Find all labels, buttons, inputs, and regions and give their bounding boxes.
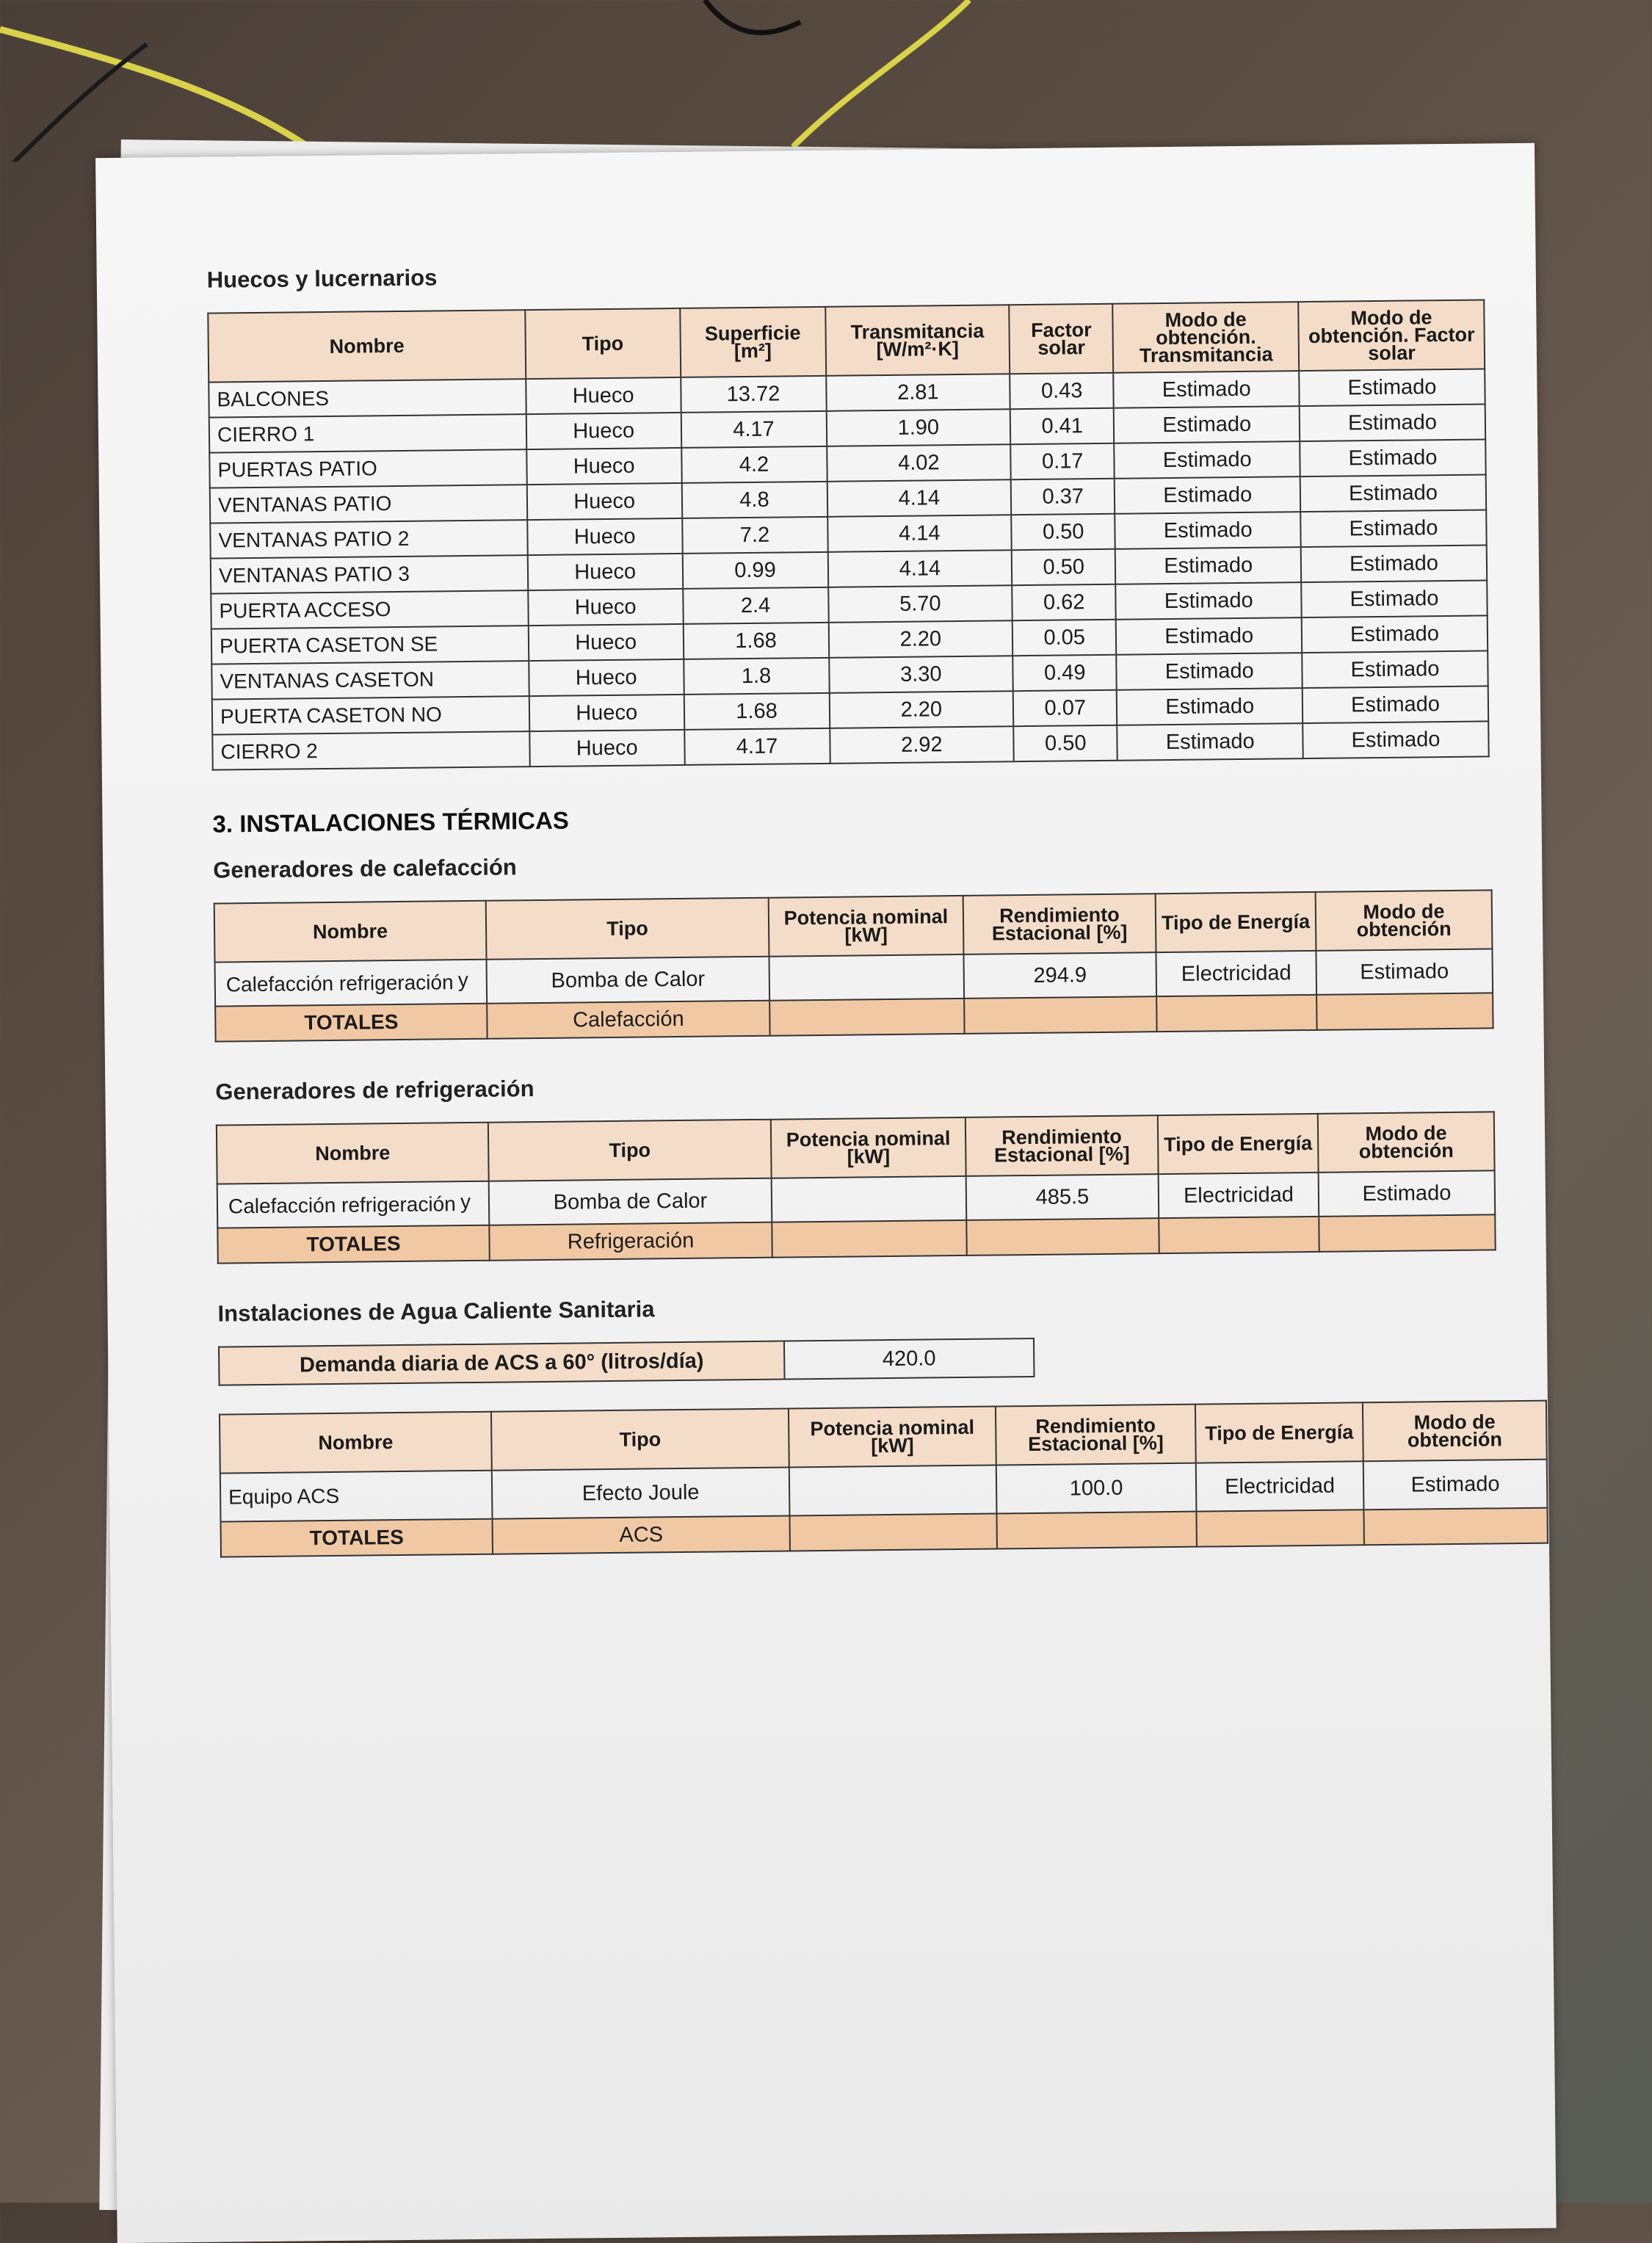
table-cell: 2.20 — [828, 620, 1012, 658]
table-cell: PUERTA CASETON SE — [211, 626, 529, 664]
table-cell: Estimado — [1115, 441, 1300, 479]
table-cell: Hueco — [528, 554, 683, 590]
table-cell: Hueco — [527, 483, 682, 520]
column-header: Potencia nominal [kW] — [769, 896, 964, 957]
column-header: Modo de obtención — [1318, 1112, 1495, 1173]
table-cell: Estimado — [1302, 615, 1488, 653]
table-cell: Estimado — [1302, 651, 1488, 688]
huecos-header-row — [208, 300, 1485, 382]
table-cell: Hueco — [529, 695, 684, 731]
totals-label: TOTALES — [217, 1225, 489, 1264]
table-cell-rendimiento: 100.0 — [996, 1463, 1197, 1514]
column-header: Rendimiento Estacional [%] — [966, 1115, 1159, 1176]
table-cell: BALCONES — [209, 379, 526, 418]
table-cell: Estimado — [1301, 545, 1487, 582]
totals-tipo: Refrigeración — [489, 1222, 772, 1261]
table-cell-name: Equipo ACS — [220, 1471, 493, 1522]
acs-demand-value: 420.0 — [784, 1338, 1035, 1380]
table-cell: 4.14 — [827, 479, 1011, 517]
table-cell: 0.50 — [1012, 549, 1116, 585]
table-cell: Estimado — [1300, 474, 1486, 512]
acs-demand-table — [218, 1338, 1035, 1386]
table-cell-potencia — [772, 1176, 967, 1222]
column-header: Modo de obtención — [1316, 890, 1493, 951]
background-cables — [0, 0, 1652, 162]
refrigeracion-title: Generadores de refrigeración — [215, 1076, 535, 1105]
table-cell: 4.8 — [681, 482, 827, 518]
table-cell: Estimado — [1114, 406, 1300, 443]
table-cell: PUERTA CASETON NO — [212, 696, 529, 735]
table-cell: 4.17 — [681, 411, 827, 448]
totals-cell — [1316, 993, 1493, 1030]
document-content — [206, 253, 1503, 1557]
table-cell: Estimado — [1303, 721, 1488, 758]
table-cell: Hueco — [528, 589, 683, 626]
acs-demand-label: Demanda diaria de ACS a 60° (litros/día) — [219, 1341, 785, 1385]
table-cell: 4.14 — [827, 515, 1012, 552]
table-cell: Hueco — [526, 448, 681, 485]
table-cell-energia: Electricidad — [1159, 1173, 1319, 1218]
refrigeracion-table — [216, 1111, 1496, 1264]
table-cell: Estimado — [1117, 723, 1303, 761]
conjunction: y — [460, 1189, 471, 1214]
table-cell: Hueco — [526, 413, 681, 449]
table-cell-rendimiento: 294.9 — [963, 952, 1156, 999]
huecos-body — [209, 369, 1488, 769]
table-cell: 0.49 — [1012, 655, 1117, 691]
table-cell: 0.62 — [1012, 584, 1116, 620]
table-cell: Hueco — [527, 518, 682, 555]
table-cell: PUERTAS PATIO — [209, 449, 526, 488]
table-cell: 4.14 — [827, 550, 1012, 587]
document-page — [95, 143, 1557, 2243]
table-cell: 13.72 — [681, 376, 827, 413]
totals-tipo: Calefacción — [487, 1001, 769, 1039]
table-cell: 0.07 — [1013, 690, 1117, 726]
table-cell: VENTANAS PATIO 3 — [211, 555, 528, 594]
table-cell-tipo: Efecto Joule — [492, 1467, 790, 1518]
column-header: Rendimiento Estacional [%] — [963, 894, 1156, 954]
table-cell: Estimado — [1116, 617, 1302, 655]
table-cell: Estimado — [1303, 686, 1488, 723]
column-header: Tipo de Energía — [1158, 1114, 1319, 1174]
column-header: Rendimiento Estacional [%] — [996, 1405, 1196, 1465]
table-cell: 4.17 — [684, 728, 830, 765]
table-cell: Estimado — [1115, 512, 1301, 549]
table-cell: 3.30 — [829, 656, 1013, 693]
table-cell: Estimado — [1301, 580, 1487, 617]
column-header: Transmitancia [W/m²·K] — [825, 305, 1010, 376]
column-header: Modo de obtención — [1363, 1401, 1547, 1462]
table-cell: 2.4 — [683, 587, 829, 624]
table-cell: Hueco — [526, 377, 681, 414]
table-cell-modo: Estimado — [1319, 1170, 1496, 1217]
table-cell-energia: Electricidad — [1196, 1461, 1364, 1511]
column-header: Nombre — [208, 310, 526, 383]
table-cell: Estimado — [1116, 582, 1302, 620]
totals-cell — [769, 999, 964, 1036]
column-header: Modo de obtención. Factor solar — [1298, 300, 1485, 371]
table-cell: Estimado — [1299, 369, 1485, 406]
totals-cell — [1159, 1217, 1319, 1253]
table-cell-potencia — [769, 954, 964, 1001]
column-header: Tipo — [525, 308, 681, 379]
table-cell: 2.92 — [830, 726, 1014, 764]
table-cell-tipo: Bomba de Calor — [489, 1178, 772, 1225]
totals-cell — [966, 1218, 1159, 1255]
table-cell: 2.20 — [829, 691, 1013, 728]
table-cell: 0.43 — [1010, 373, 1114, 409]
table-cell-tipo: Bomba de Calor — [487, 957, 770, 1004]
totals-tipo: ACS — [492, 1515, 789, 1554]
table-cell: PUERTA ACCESO — [211, 590, 528, 629]
table-cell: Estimado — [1300, 510, 1486, 547]
column-header: Tipo de Energía — [1195, 1402, 1363, 1463]
table-cell-modo: Estimado — [1316, 949, 1493, 995]
totals-cell — [789, 1514, 996, 1551]
table-cell-energia: Electricidad — [1156, 951, 1316, 996]
totals-cell — [996, 1512, 1196, 1549]
table-cell-name: Calefacción refrigeración y — [217, 1181, 490, 1228]
table-cell: 0.99 — [682, 552, 828, 589]
totals-cell — [1363, 1508, 1547, 1546]
table-cell: Hueco — [529, 659, 684, 696]
column-header: Nombre — [217, 1123, 489, 1184]
table-cell: VENTANAS PATIO — [210, 485, 527, 523]
column-header: Superficie [m²] — [680, 307, 826, 377]
totals-cell — [1156, 995, 1316, 1032]
totals-cell — [1196, 1510, 1363, 1546]
table-cell: Estimado — [1117, 688, 1303, 725]
table-cell: 4.02 — [827, 444, 1011, 482]
table-cell-modo: Estimado — [1363, 1460, 1548, 1510]
column-header: Nombre — [220, 1412, 492, 1474]
calefaccion-title: Generadores de calefacción — [213, 854, 517, 883]
table-cell: Estimado — [1115, 476, 1300, 514]
table-cell: 2.81 — [826, 374, 1010, 411]
table-cell: 5.70 — [828, 585, 1012, 623]
totals-label: TOTALES — [215, 1004, 487, 1042]
column-header: Modo de obtención. Transmitancia — [1113, 302, 1300, 373]
table-cell: Estimado — [1300, 439, 1485, 476]
table-cell: 4.2 — [681, 446, 827, 483]
column-header: Potencia nominal [kW] — [771, 1117, 966, 1178]
table-cell: 7.2 — [682, 517, 828, 554]
table-cell: CIERRO 2 — [212, 731, 529, 770]
totals-cell — [1319, 1214, 1495, 1252]
table-cell-rendimiento: 485.5 — [966, 1174, 1159, 1220]
column-header: Nombre — [214, 901, 487, 963]
table-cell: 0.17 — [1010, 443, 1115, 479]
table-cell: Estimado — [1114, 371, 1300, 408]
table-cell: CIERRO 1 — [209, 414, 526, 453]
calefaccion-table — [214, 889, 1494, 1042]
table-cell: 1.8 — [684, 658, 830, 695]
acs-title: Instalaciones de Agua Caliente Sanitaria — [217, 1296, 655, 1327]
column-header: Tipo — [488, 1120, 772, 1181]
table-cell: Hueco — [529, 624, 684, 661]
table-cell: VENTANAS PATIO 2 — [210, 520, 527, 559]
column-header: Tipo de Energía — [1156, 892, 1316, 952]
conjunction: y — [457, 968, 468, 992]
table-cell: VENTANAS CASETON — [211, 661, 529, 700]
table-cell: 0.05 — [1012, 620, 1117, 656]
totals-cell — [772, 1220, 966, 1258]
table-cell: 1.68 — [683, 623, 829, 659]
table-cell: 0.37 — [1011, 479, 1115, 515]
totals-label: TOTALES — [221, 1519, 493, 1557]
table-cell: 0.50 — [1011, 514, 1115, 550]
table-cell: 1.68 — [684, 693, 830, 730]
huecos-title: Huecos y lucernarios — [206, 264, 438, 293]
huecos-table — [207, 299, 1489, 770]
totals-cell — [964, 996, 1156, 1034]
table-cell: Hueco — [529, 730, 684, 767]
column-header: Potencia nominal [kW] — [789, 1407, 996, 1468]
table-cell: Estimado — [1300, 404, 1485, 441]
table-cell: Estimado — [1117, 653, 1303, 690]
column-header: Factor solar — [1009, 304, 1113, 374]
table-cell: 0.41 — [1010, 408, 1115, 444]
section-title: 3. INSTALACIONES TÉRMICAS — [212, 806, 569, 838]
table-cell-name: Calefacción refrigeración y — [215, 960, 488, 1007]
column-header: Tipo — [486, 898, 769, 960]
column-header: Tipo — [491, 1408, 789, 1470]
table-cell: 1.90 — [826, 409, 1010, 446]
table-cell: Estimado — [1115, 547, 1301, 584]
table-cell: 0.50 — [1013, 725, 1117, 761]
table-cell-potencia — [789, 1465, 997, 1516]
acs-table — [219, 1400, 1548, 1558]
